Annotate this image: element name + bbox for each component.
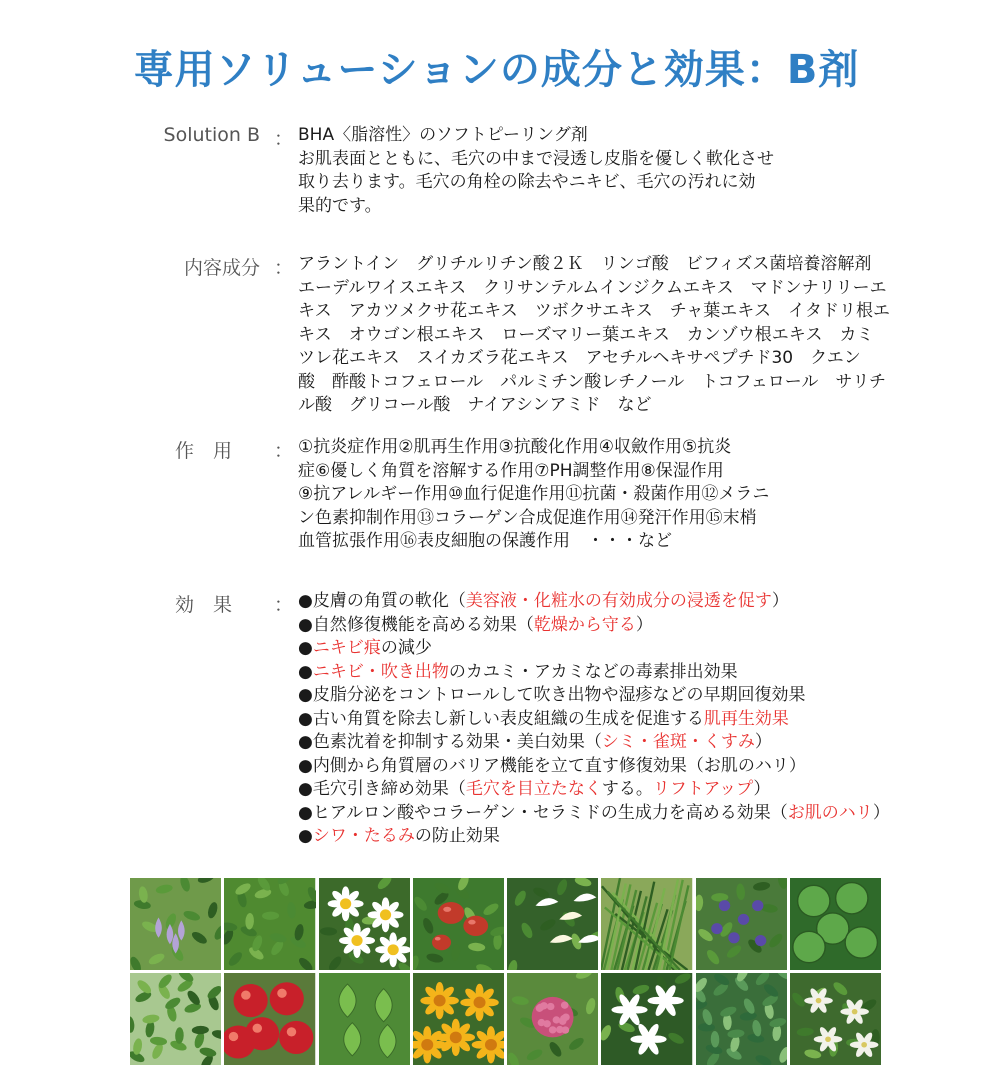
actions-line: ン色素抑制作用⑬コラーゲン合成促進作用⑭発汗作用⑮末梢 [298, 507, 757, 528]
effect-text: ●自然修復機能を高める効果（ [298, 614, 534, 635]
lemon-balm-photo [319, 973, 410, 1065]
ingredients-list [298, 253, 890, 418]
effect-text: ●皮脂分泌をコントロールして吹き出物や湿疹などの早期回復効果 [298, 685, 806, 705]
effect-text: ● [298, 826, 313, 846]
effects-colon: ： [274, 594, 294, 616]
chamomile-photo [319, 878, 410, 970]
actions-line: 症⑥優しく角質を溶解する作用⑦PH調整作用⑧保湿作用 [298, 460, 724, 481]
effect-highlight: リフトアップ [652, 779, 754, 799]
effect-item [298, 590, 878, 614]
rosehip-photo [413, 878, 504, 970]
ingredients-line: ツレ花エキス スイカズラ花エキス アセチルヘキサペプチド30 クエン [298, 348, 861, 368]
solution-description [298, 124, 858, 218]
solution-label: Solution B [163, 124, 260, 146]
effect-text: ●ヒアルロン酸やコラーゲン・セラミドの生成力を高める効果（ [298, 802, 788, 823]
effects-label: 効 果 [174, 594, 232, 616]
effects-list [298, 590, 890, 849]
effect-text: のカユミ・アカミなどの毒素排出効果 [448, 661, 738, 682]
ingredients-line: キス アカツメクサ花エキス ツボクサエキス チャ葉エキス イタドリ根エ [298, 301, 890, 321]
effect-text: ●色素沈着を抑制する効果・美白効果（ [298, 732, 602, 752]
actions-label: 作 用 [174, 440, 232, 462]
red-clover-photo [507, 973, 598, 1065]
effect-text: の防止効果 [414, 826, 500, 846]
solution-line: BHA〈脂溶性〉のソフトピーリング剤 [298, 125, 588, 145]
effect-text: ） [753, 779, 771, 799]
effect-item [298, 755, 878, 779]
effect-text: ●内側から角質層のバリア機能を立て直す修復効果（お肌のハリ） [298, 755, 806, 776]
effect-highlight: シミ・雀斑・くすみ [601, 732, 755, 752]
page-title: 専用ソリューションの成分と効果：B剤 [133, 47, 860, 93]
solution-line: お肌表面とともに、毛穴の中まで浸透し皮脂を優しく軟化させ [298, 148, 774, 169]
effect-text: ） [771, 591, 789, 611]
effect-highlight: ニキビ・吹き出物 [312, 661, 449, 682]
solution-line: 取り去ります。毛穴の角栓の除去やニキビ、毛穴の汚れに効 [298, 172, 756, 192]
effect-item [298, 708, 878, 732]
madonna-lily-photo [601, 973, 692, 1065]
ingredients-line: アラントイン グリチルリチン酸２Ｋ リンゴ酸 ビフィズス菌培養溶解剤 [298, 254, 872, 274]
edelweiss-photo [790, 973, 881, 1065]
actions-line: ⑨抗アレルギー作用⑩血行促進作用⑪抗菌・殺菌作用⑫メラニ [298, 484, 770, 504]
effect-highlight: ニキビ痕 [312, 638, 381, 658]
ingredients-colon: ： [274, 257, 294, 279]
effect-item [298, 825, 878, 849]
effect-text: する。 [601, 779, 653, 799]
effect-text: ● [298, 661, 313, 682]
ingredients-line: ル酸 グリコール酸 ナイアシンアミド など [298, 395, 652, 415]
effect-text: ●毛穴引き締め効果（ [298, 779, 466, 799]
effect-highlight: 美容液・化粧水の有効成分の浸透を促す [465, 591, 772, 611]
actions-line: ①抗炎症作用②肌再生作用③抗酸化作用④収斂作用⑤抗炎 [298, 437, 732, 457]
effect-item [298, 731, 878, 755]
effect-item [298, 778, 878, 802]
green-shrub-photo [696, 973, 787, 1065]
green-herb-leaves-photo [224, 878, 315, 970]
rosemary-photo [601, 878, 692, 970]
yellow-chrysanthemum-photo [413, 973, 504, 1065]
effect-item [298, 614, 878, 638]
effect-text: ● [298, 638, 313, 658]
effect-item [298, 661, 878, 685]
effect-highlight: 乾燥から守る [533, 614, 636, 635]
tea-leaves-photo [130, 973, 221, 1065]
effect-text: ） [635, 614, 653, 635]
effect-highlight: 肌再生効果 [703, 708, 789, 729]
solution-line: 果的です。 [298, 195, 382, 216]
effect-highlight: シワ・たるみ [312, 826, 415, 846]
effect-text: ） [872, 802, 890, 823]
herb-photo-gallery [130, 878, 881, 1065]
comfrey-bellflower-photo [130, 878, 221, 970]
apples-photo [224, 973, 315, 1065]
effect-item [298, 802, 890, 826]
ingredients-label: 内容成分 [183, 257, 260, 279]
honeysuckle-photo [507, 878, 598, 970]
effect-highlight: お肌のハリ [787, 802, 873, 823]
effect-text: ） [754, 732, 772, 752]
effect-text: の減少 [380, 638, 432, 658]
purple-skullcap-photo [696, 878, 787, 970]
actions-colon: ： [274, 440, 294, 462]
actions-line: 血管拡張作用⑯表皮細胞の保護作用 ・・・など [298, 531, 672, 551]
actions-list [298, 436, 858, 554]
centella-leaves-photo [790, 878, 881, 970]
ingredients-line: 酸 酢酸トコフェロール パルミチン酸レチノール トコフェロール サリチ [298, 371, 887, 392]
effect-item [298, 684, 878, 708]
ingredients-line: キス オウゴン根エキス ローズマリー葉エキス カンゾウ根エキス カミ [298, 324, 874, 345]
effect-highlight: 毛穴を目立たなく [465, 779, 602, 799]
effect-text: ●古い角質を除去し新しい表皮組織の生成を促進する [298, 708, 704, 729]
effect-item [298, 637, 878, 661]
ingredients-line: エーデルワイスエキス クリサンテルムインジクムエキス マドンナリリーエ [298, 277, 887, 298]
solution-colon: ： [274, 128, 294, 150]
effect-text: ●皮膚の角質の軟化（ [298, 591, 466, 611]
